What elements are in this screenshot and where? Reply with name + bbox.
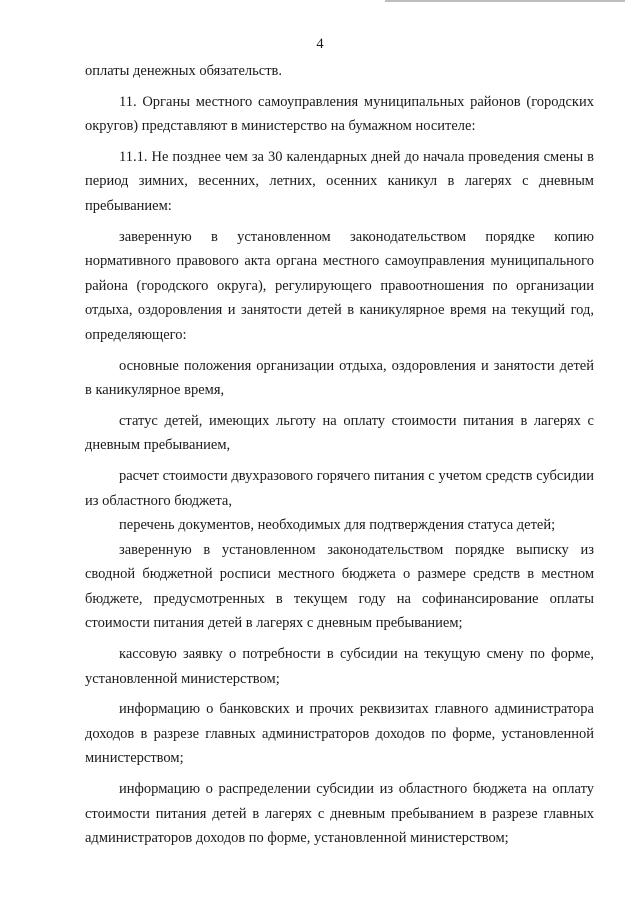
paragraph-clause-11: 11. Органы местного самоуправления муниципальных районов (городских округов) представляют в министерство на бумажном носителе:	[85, 93, 594, 135]
paragraph-normative-act: заверенную в установленном законодательством порядке копию нормативного правового акта органа местного самоуправления муниципального района (городского округа), регулирующего правоотношения по организации отдыха, оздоровления и занятости детей в каникулярное время на текущий год, определяющего:	[85, 228, 594, 343]
paragraph-continuation: оплаты денежных обязательств.	[85, 63, 283, 79]
paragraph-main-provisions: основные положения организации отдыха, оздоровления и занятости детей в каникулярное время,	[85, 357, 594, 399]
document-body	[85, 59, 594, 851]
scan-edge-line	[385, 0, 625, 2]
paragraph-documents-list: перечень документов, необходимых для подтверждения статуса детей;	[119, 517, 556, 534]
paragraph-subsidy-distribution: информацию о распределении субсидии из областного бюджета на оплату стоимости питания детей в лагерях с дневным пребыванием в разрезе главных администраторов доходов по форме, установленной министерством;	[85, 781, 594, 847]
paragraph-children-status: статус детей, имеющих льготу на оплату стоимости питания в лагерях с дневным пребыванием,	[85, 412, 594, 454]
paragraph-bank-details: информацию о банковских и прочих реквизитах главного администратора доходов в разрезе главных администраторов доходов по форме, установленной министерством;	[85, 701, 594, 767]
page-number: 4	[316, 36, 324, 52]
paragraph-clause-11-1: 11.1. Не позднее чем за 30 календарных дней до начала проведения смены в период зимних, весенних, летних, осенних каникул в лагерях с дневным пребыванием:	[85, 148, 594, 214]
paragraph-budget-extract: заверенную в установленном законодательством порядке выписку из сводной бюджетной росписи местного бюджета о размере средств в местном бюджете, предусмотренных в текущем году на софинансирование оплаты стоимости питания детей в лагерях с дневным пребыванием;	[85, 541, 594, 632]
paragraph-meal-cost: расчет стоимости двухразового горячего питания с учетом средств субсидии из областного бюджета,	[85, 467, 594, 509]
paragraph-cash-request: кассовую заявку о потребности в субсидии на текущую смену по форме, установленной министерством;	[85, 646, 594, 687]
